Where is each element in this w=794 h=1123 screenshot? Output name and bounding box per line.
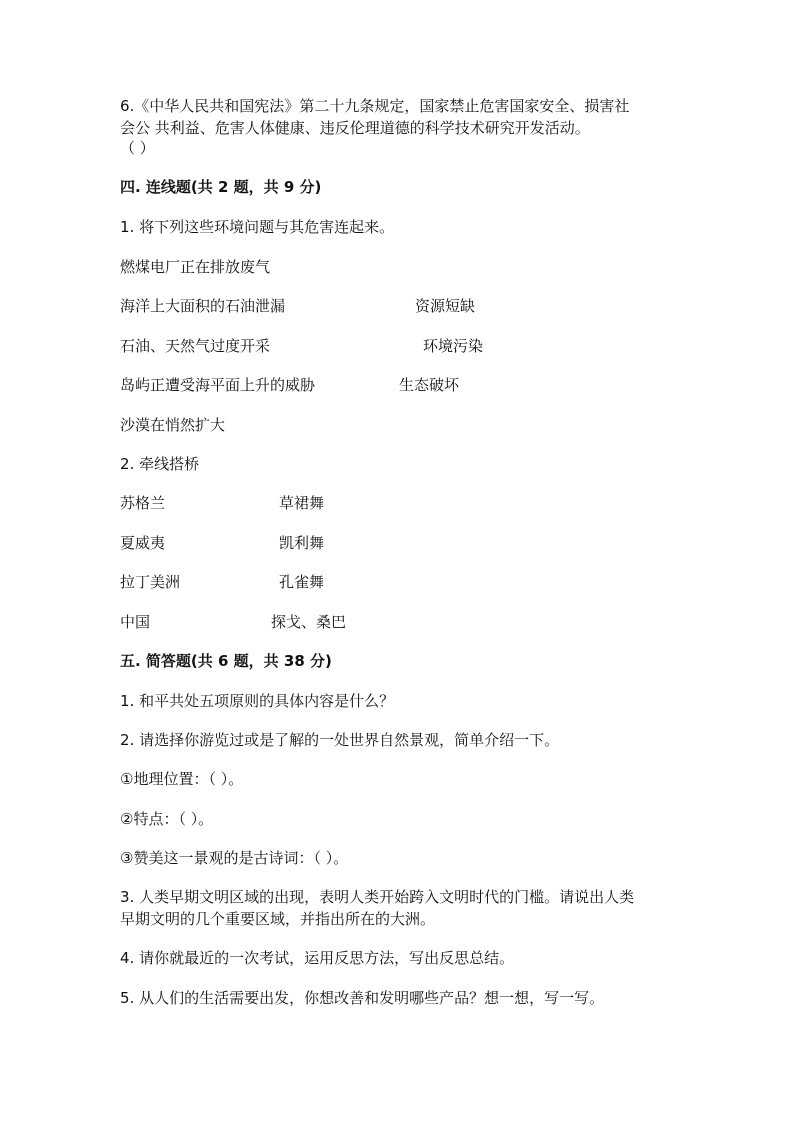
s4-q1-right-item: 生态破坏 xyxy=(399,376,460,394)
q6-answer-blank: （ ） xyxy=(120,139,155,157)
s4-q2-right-item: 凯利舞 xyxy=(279,534,325,552)
s4-q2-left-item: 苏格兰 xyxy=(120,494,166,512)
s4-q1-left-item: 沙漠在悄然扩大 xyxy=(120,416,226,434)
s4-q2-right-item: 孔雀舞 xyxy=(279,573,325,591)
s4-q1-left-item: 海洋上大面积的石油泄漏 xyxy=(120,297,286,315)
section4-heading: 四. 连线题(共 2 题，共 9 分) xyxy=(120,178,322,196)
s4-q1-right-item: 环境污染 xyxy=(423,337,484,355)
s4-q2-left-item: 拉丁美洲 xyxy=(120,573,181,591)
section5-heading: 五. 简答题(共 6 题，共 38 分) xyxy=(120,652,332,670)
s5-q5: 5. 从人们的生活需要出发，你想改善和发明哪些产品？想一想，写一写。 xyxy=(120,989,605,1007)
s4-q1-left-item: 燃煤电厂正在排放废气 xyxy=(120,258,271,276)
s5-q2-part: ①地理位置：（ ）。 xyxy=(120,770,244,788)
s5-q4: 4. 请你就最近的一次考试，运用反思方法，写出反思总结。 xyxy=(120,949,515,967)
s4-q2-right-item: 探戈、桑巴 xyxy=(271,613,347,631)
s5-q3-line1: 3. 人类早期文明区域的出现，表明人类开始跨入文明时代的门槛。请说出人类 xyxy=(120,888,635,906)
s4-q1-prompt: 1. 将下列这些环境问题与其危害连起来。 xyxy=(120,218,395,236)
s4-q2-left-item: 夏威夷 xyxy=(120,534,166,552)
s4-q2-right-item: 草裙舞 xyxy=(279,494,325,512)
s4-q2-prompt: 2. 牵线搭桥 xyxy=(120,455,200,473)
s4-q1-right-item: 资源短缺 xyxy=(415,297,476,315)
s5-q2: 2. 请选择你游览过或是了解的一处世界自然景观，简单介绍一下。 xyxy=(120,731,560,749)
s4-q1-left-item: 石油、天然气过度开采 xyxy=(120,337,271,355)
q6-line2: 会公 共利益、危害人体健康、违反伦理道德的科学技术研究开发活动。 xyxy=(120,119,590,137)
q6-line1: 6.《中华人民共和国宪法》第二十九条规定，国家禁止危害国家安全、损害社 xyxy=(120,97,630,115)
s5-q1: 1. 和平共处五项原则的具体内容是什么？ xyxy=(120,692,395,710)
s5-q3-line2: 早期文明的几个重要区域，并指出所在的大洲。 xyxy=(120,910,436,928)
s5-q2-part: ②特点：（ ）。 xyxy=(120,810,214,828)
s5-q2-part: ③赞美这一景观的是古诗词：（ ）。 xyxy=(120,849,349,867)
s4-q1-left-item: 岛屿正遭受海平面上升的威胁 xyxy=(120,376,316,394)
s4-q2-left-item: 中国 xyxy=(120,613,151,631)
